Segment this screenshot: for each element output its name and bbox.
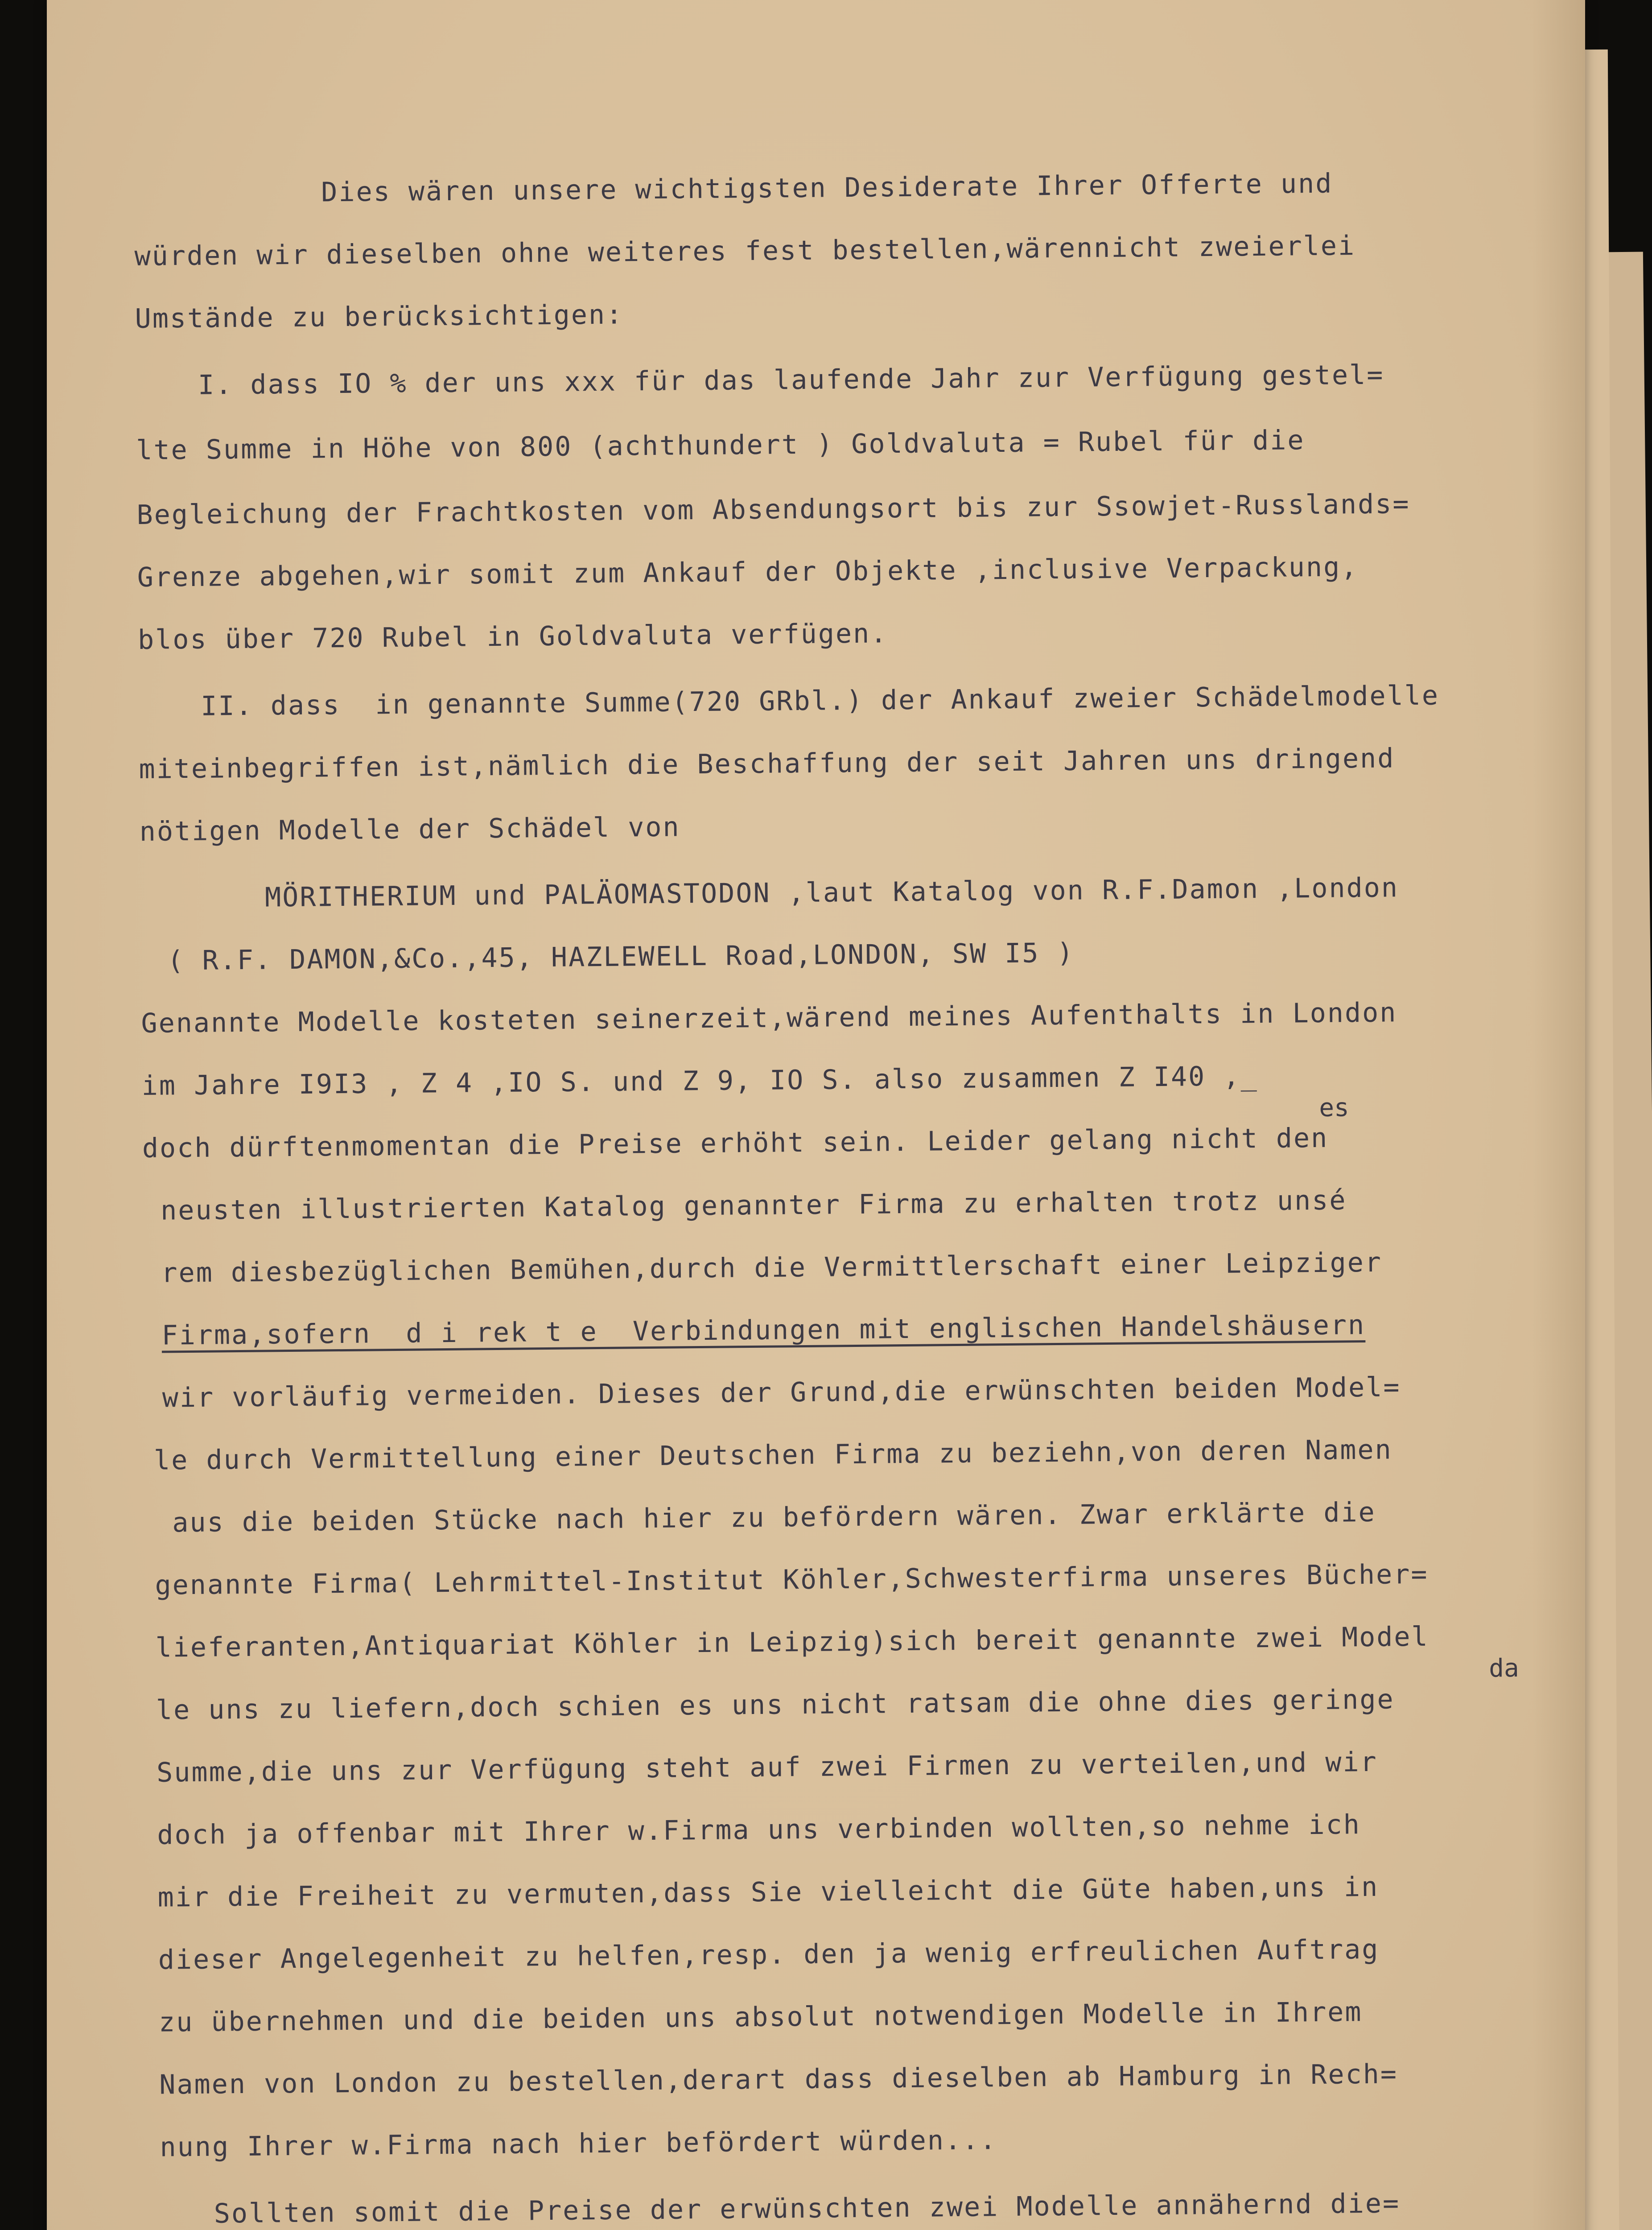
letter-line: blos über 720 Rubel in Goldvaluta verfügen. <box>137 618 888 656</box>
letter-line: Begleichung der Frachtkosten vom Absendungsort bis zur Ssowjet-Russlands= <box>136 488 1410 531</box>
letter-line: rem diesbezüglichen Bemühen,durch die Vermittlerschaft einer Leipziger <box>161 1247 1383 1289</box>
letter-line: Firma,sofern d i rek t e Verbindungen mit englischen Handelshäusern <box>161 1309 1366 1351</box>
letter-line: le uns zu liefern,doch schien es uns nicht ratsam die ohne dies geringe <box>156 1684 1395 1726</box>
letter-line: Grenze abgehen,wir somit zum Ankauf der Objekte ,inclusive Verpackung, <box>137 551 1359 593</box>
interlinear-insertion: da <box>1488 1654 1519 1683</box>
letter-line: neusten illustrierten Katalog genannter Firma zu erhalten trotz unsé <box>160 1185 1347 1226</box>
letter-line: zu übernehmen und die beiden uns absolut notwendigen Modelle in Ihrem <box>158 1996 1363 2038</box>
letter-line: MÖRITHERIUM und PALÄOMASTODON ,laut Katalog von R.F.Damon ,London <box>264 872 1399 913</box>
letter-line: würden wir dieselben ohne weiteres fest bestellen,wärennicht zweierlei <box>134 230 1356 272</box>
letter-line: lieferanten,Antiquariat Köhler in Leipzig)sich bereit genannte zwei Model <box>155 1621 1429 1664</box>
letter-line: Namen von London zu bestellen,derart dass dieselben ab Hamburg in Rech= <box>159 2058 1398 2101</box>
letter-line: doch dürftenmomentan die Preise erhöht sein. Leider gelang nicht den <box>142 1122 1329 1164</box>
letter-line: Umstände zu berücksichtigen: <box>135 299 624 334</box>
letter-line: lte Summe in Höhe von 800 (achthundert ) Goldvaluta = Rubel für die <box>136 425 1305 466</box>
letter-line: Sollten somit die Preise der erwünschten zwei Modelle annähernd die= <box>214 2188 1401 2230</box>
letter-line: wir vorläufig vermeiden. Dieses der Grund,die erwünschten beiden Model= <box>162 1371 1401 1414</box>
letter-line: doch ja offenbar mit Ihrer w.Firma uns verbinden wollten,so nehme ich <box>157 1809 1361 1851</box>
letter-line: miteinbegriffen ist,nämlich die Beschaffung der seit Jahren uns dringend <box>139 743 1395 785</box>
letter-line: genannte Firma( Lehrmittel-Institut Köhler,Schwesterfirma unseres Bücher= <box>155 1558 1429 1601</box>
letter-line: Summe,die uns zur Verfügung steht auf zwei Firmen zu verteilen,und wir <box>156 1746 1378 1788</box>
letter-line: I. dass IO % der uns xxx für das laufende Jahr zur Verfügung gestel= <box>198 359 1384 401</box>
letter-line: le durch Vermittellung einer Deutschen Firma zu beziehn,von deren Namen <box>153 1434 1393 1476</box>
letter-line: dieser Angelegenheit zu helfen,resp. den ja wenig erfreulichen Auftrag <box>158 1933 1380 1976</box>
letter-line: aus die beiden Stücke nach hier zu befördern wären. Zwar erklärte die <box>172 1496 1376 1539</box>
letter-line: II. dass in genannte Summe(720 GRbl.) der Ankauf zweier Schädelmodelle <box>201 680 1440 722</box>
letter-line: Dies wären unsere wichtigsten Desiderate Ihrer Offerte und <box>321 168 1333 208</box>
letter-line: nötigen Modelle der Schädel von <box>139 811 680 847</box>
letter-line: im Jahre I9I3 , Z 4 ,IO S. und Z 9, IO S. also zusammen Z I40 ,_ <box>141 1061 1258 1102</box>
letter-line: nung Ihrer w.Firma nach hier befördert würden... <box>160 2124 997 2163</box>
letter-line: Genannte Modelle kosteten seinerzeit,wärend meines Aufenthalts in London <box>141 997 1397 1039</box>
letter-line: mir die Freiheit zu vermuten,dass Sie vielleicht die Güte haben,uns in <box>157 1871 1379 1913</box>
interlinear-insertion: es <box>1319 1093 1350 1123</box>
letter-line: ( R.F. DAMON,&Co.,45, HAZLEWELL Road,LONDON, SW I5 ) <box>167 937 1075 977</box>
